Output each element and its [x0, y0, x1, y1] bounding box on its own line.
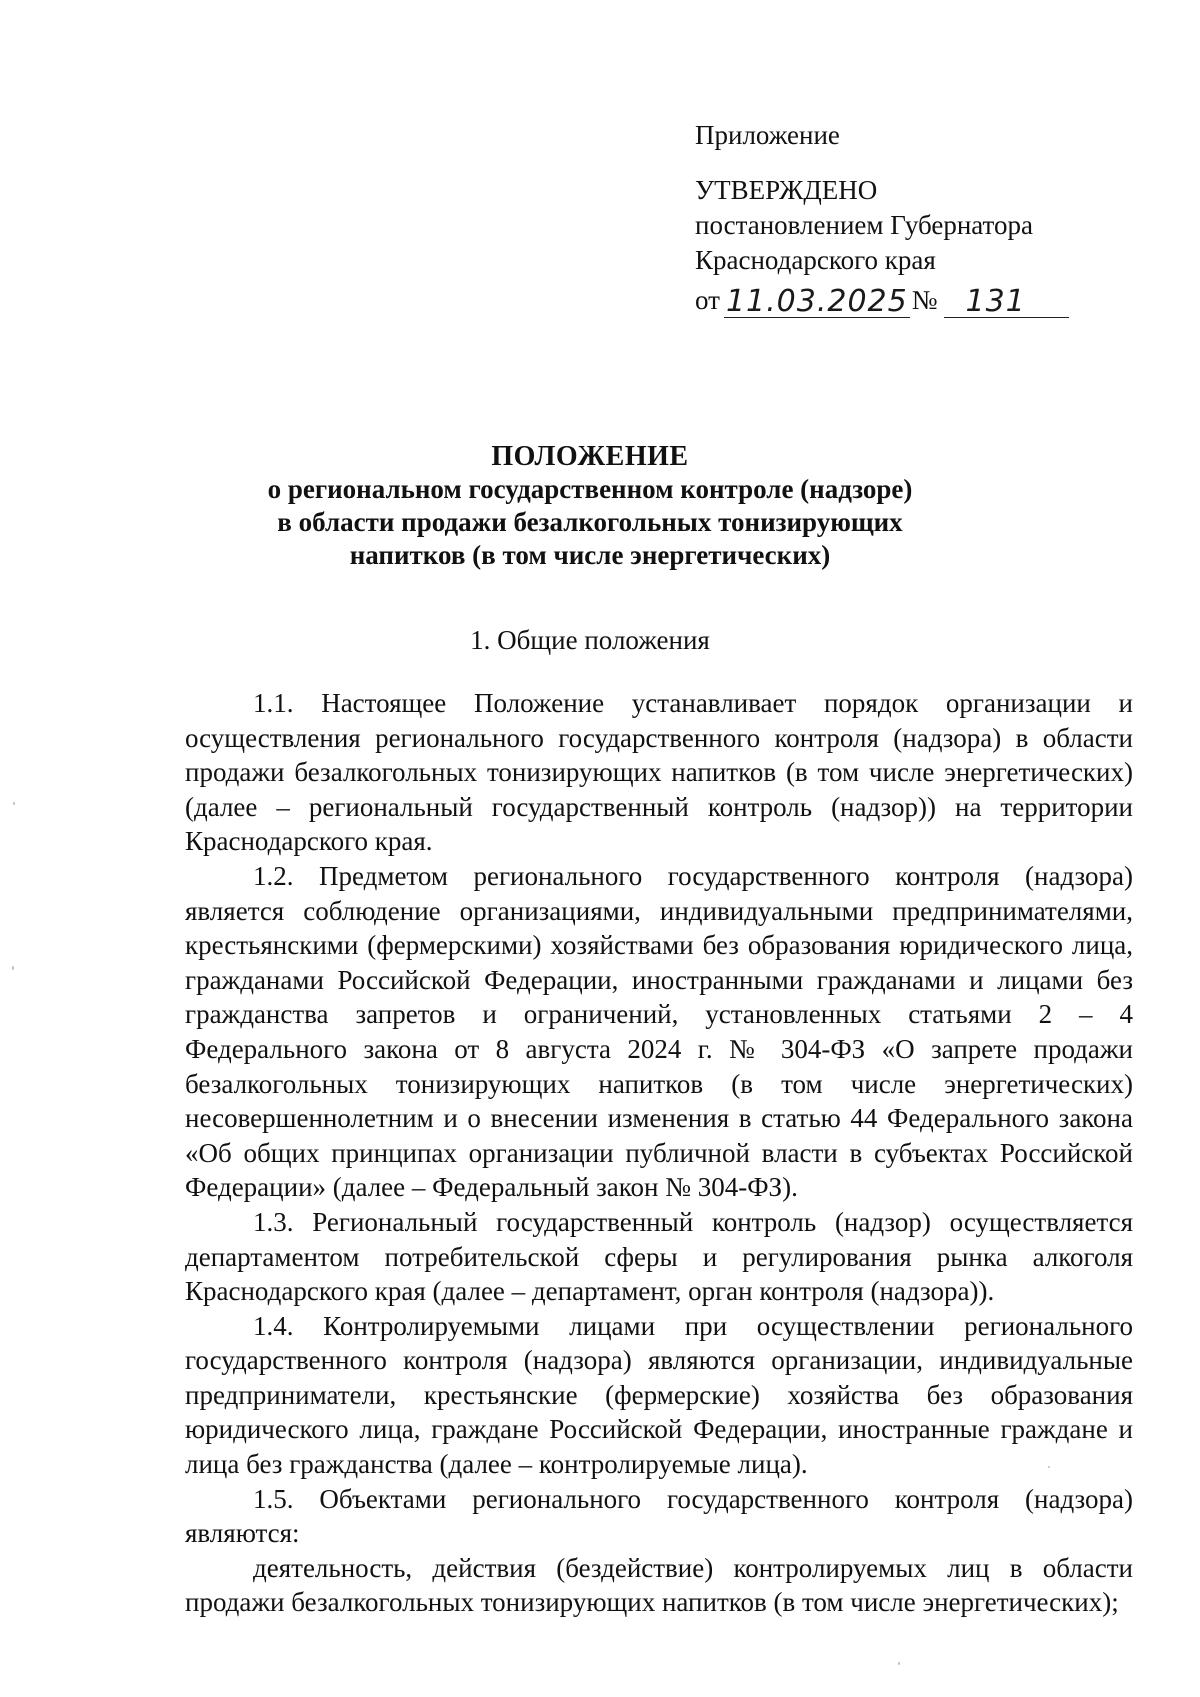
spacer: [695, 153, 1115, 173]
title-line-2: в области продажи безалкогольных тонизирующих: [277, 507, 903, 537]
approved-label: УТВЕРЖДЕНО: [695, 175, 878, 205]
handwritten-date: 11.03.2025: [725, 284, 908, 319]
date-number-line: [695, 278, 1115, 318]
number-sign: №: [911, 285, 938, 315]
paragraph-1-4: 1.4. Контролируемыми лицами при осуществлении регионального государственного контроля (надзора) являются организации, индивидуальные предприниматели, крестьянские (фермерские) хозяйства без образования юридического лица, граждане Российской Федерации, иностранные граждане и лица без гражданства (далее – контролируемые лица).: [185, 1310, 1133, 1480]
document-title: [150, 440, 1030, 572]
scan-speck: [13, 802, 15, 805]
paragraph-1-5: 1.5. Объектами регионального государственного контроля (надзора) являются:: [185, 1483, 1133, 1549]
title-line-3: напитков (в том числе энергетических): [349, 540, 831, 570]
scan-speck: [898, 1662, 900, 1665]
scan-speck: [12, 966, 14, 970]
paragraph-1-2: 1.2. Предметом регионального государственного контроля (надзора) является соблюдение организациями, индивидуальными предпринимателями, крестьянскими (фермерскими) хозяйствами без образования юридического лица, гражданами Российской Федерации, иностранными гражданами и лицами без гражданства запретов и ограничений, установленных статьями 2 – 4 Федерального закона от 8 августа 2024 г. № 304-ФЗ «О запрете продажи безалкогольных тонизирующих напитков (в том числе энергетических) несовершеннолетним и о внесении изменения в статью 44 Федерального закона «Об общих принципах организации публичной власти в субъектах Российской Федерации» (далее – Федеральный закон № 304-ФЗ).: [185, 860, 1133, 1203]
region-label: Краснодарского края: [695, 245, 936, 275]
section-heading: 1. Общие положения: [470, 625, 710, 655]
document-body: [185, 686, 1133, 1620]
appendix-label: Приложение: [695, 120, 840, 150]
decree-label: постановлением Губернатора: [695, 210, 1033, 240]
approval-block: [695, 118, 1115, 318]
date-prefix: от: [695, 285, 720, 315]
paragraph-1-5-item: деятельность, действия (бездействие) контролируемых лиц в области продажи безалкогольных тонизирующих напитков (в том числе энергетических);: [185, 1552, 1133, 1618]
title-main: ПОЛОЖЕНИЕ: [491, 441, 689, 472]
scan-speck: [1048, 1466, 1050, 1468]
title-line-1: о региональном государственном контроле (надзоре): [267, 474, 913, 504]
handwritten-number: 131: [944, 287, 1069, 318]
paragraph-1-3: 1.3. Региональный государственный контроль (надзор) осуществляется департаментом потребительской сферы и регулирования рынка алкоголя Краснодарского края (далее – департамент, орган контроля (надзора)).: [185, 1206, 1133, 1307]
paragraph-1-1: 1.1. Настоящее Положение устанавливает порядок организации и осуществления регионального государственного контроля (надзора) в области продажи безалкогольных тонизирующих напитков (в том числе энергетических) (далее – региональный государственный контроль (надзор)) на территории Краснодарского края.: [185, 688, 1133, 857]
